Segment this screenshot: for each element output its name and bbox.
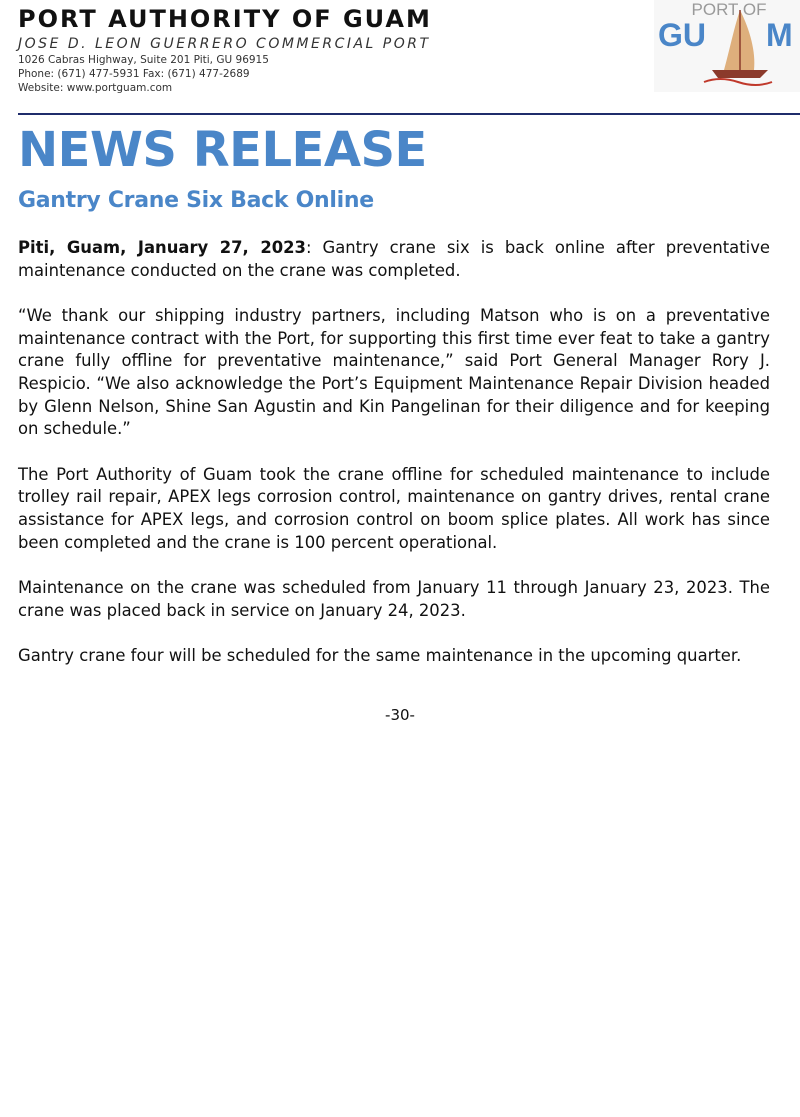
paragraph-3: The Port Authority of Guam took the crane offline for scheduled maintenance to include trolley rail repair, APEX legs corrosion control, maintenance on gantry drives, rental crane assistance for APEX legs, and corrosion control on boom splice plates. All work has since been completed and the crane is 100 percent operational. bbox=[18, 464, 770, 552]
paragraph-2: “We thank our shipping industry partners, including Matson who is on a preventative maintenance contract with the Port, for supporting this first time ever feat to take a gantry crane fully offline for preventative maintenance,” said Port General Manager Rory J. Respicio. “We also acknowledge the Port’s Equipment Maintenance Repair Division headed by Glenn Nelson, Shine San Agustin and Kin Pangelinan for their diligence and for keeping on schedule.” bbox=[18, 306, 770, 439]
release-headline: Gantry Crane Six Back Online bbox=[18, 188, 374, 213]
release-body bbox=[18, 237, 770, 691]
phone-fax-line: Phone: (671) 477-5931 Fax: (671) 477-2689 bbox=[18, 68, 250, 80]
paragraph-4: Maintenance on the crane was scheduled from January 11 through January 23, 2023. The crane was placed back in service on January 24, 2023. bbox=[18, 578, 770, 620]
organization-name: PORT AUTHORITY OF GUAM bbox=[18, 5, 432, 33]
address-line: 1026 Cabras Highway, Suite 201 Piti, GU 96915 bbox=[18, 54, 269, 66]
website-line: Website: www.portguam.com bbox=[18, 82, 173, 94]
news-release-title: NEWS RELEASE bbox=[18, 122, 427, 178]
paragraph-1 bbox=[18, 237, 770, 282]
logo-text-port-of: PORT OF bbox=[691, 0, 767, 19]
paragraph-5: Gantry crane four will be scheduled for the same maintenance in the upcoming quarter. bbox=[18, 646, 742, 666]
logo-text-gu: GU bbox=[658, 17, 706, 53]
port-of-guam-logo bbox=[654, 0, 800, 92]
dateline: Piti, Guam, January 27, 2023 bbox=[18, 238, 306, 257]
organization-subtitle: JOSE D. LEON GUERRERO COMMERCIAL PORT bbox=[18, 36, 431, 52]
logo-graphic bbox=[654, 0, 800, 92]
end-marker: -30- bbox=[385, 706, 415, 724]
logo-text-m: M bbox=[766, 17, 793, 53]
hull-shape bbox=[712, 70, 768, 78]
header-divider bbox=[18, 113, 800, 115]
paragraph-1-text: : Gantry crane six is back online after preventative maintenance conducted on the crane was completed. bbox=[18, 238, 770, 280]
